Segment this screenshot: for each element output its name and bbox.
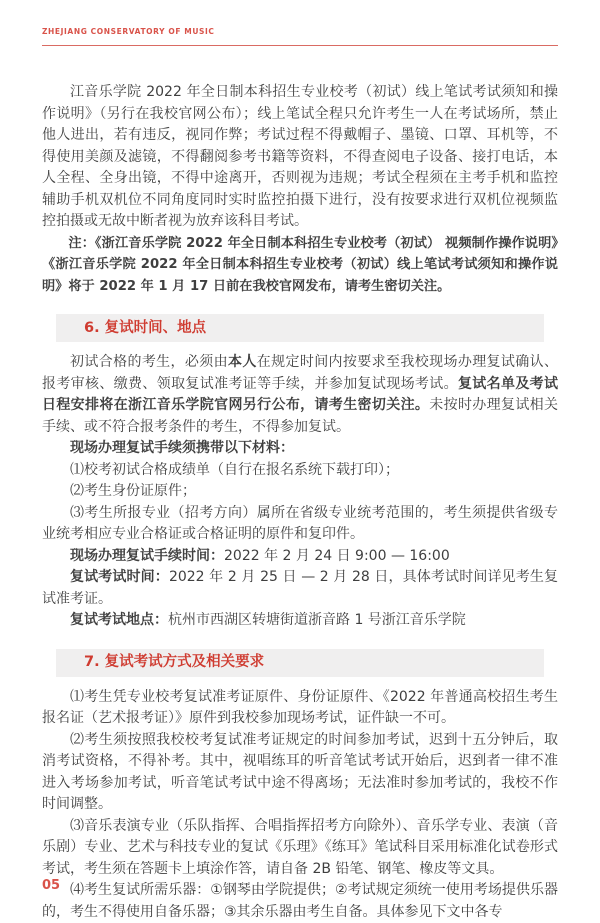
intro-continuation-paragraph: 江音乐学院 2022 年全日制本科招生专业校考（初试）线上笔试考试须知和操作说明》（另行在我校官网公布）；线上笔试全程只允许考生一人在考试场所，禁止他人进出，若有违反，视同作弊；考试过程不得戴帽子、墨镜、口罩、耳机等，不得使用美颜及滤镜，不得翻阅参考书籍等资料，不得查阅电子设备、接打电话，本人全程、全身出镜，不得中途离开，否则视为违规；考试全程须在主考手机和监控辅助手机双机位不同角度同时实时监控拍摄下进行，没有按要求进行双机位视频监控拍摄或无故中断者视为放弃该科目考试。 [42, 84, 558, 229]
schedule-value: 杭州市西湖区转塘街道浙音路 1 号浙江音乐学院 [168, 612, 466, 628]
section7-item-4: ⑷考生复试所需乐器：①钢琴由学院提供；②考试规定须统一使用考场提供乐器的，考生不得使用自备乐器；③其余乐器由考生自备。具体参见下文中各专 [42, 882, 558, 920]
section-6-title: 6. 复试时间、地点 [84, 319, 207, 336]
school-name-english: ZHEJIANG CONSERVATORY OF MUSIC [42, 27, 215, 36]
document-body [42, 46, 558, 923]
section6-text-segment: 初试合格的考生，必须由 [70, 354, 228, 370]
schedule-value: 2022 年 2 月 24 日 9:00 — 16:00 [224, 547, 450, 564]
section6-text-segment: 未按时办理复试相关手续、或不符合报考条件的考生，不得参加复试。 [42, 397, 559, 435]
schedule-label: 现场办理复试手续时间： [70, 547, 224, 564]
page-header [42, 0, 558, 46]
section7-item-2: ⑵考生须按照我校校考复试准考证规定的时间参加考试，迟到十五分钟后，取消考试资格，不得补考。其中，视唱练耳的听音笔试考试开始后，迟到者一律不准进入考场参加考试，听音笔试考试中途不得离场；无法准时参加考试的，我校不作时间调整。 [42, 731, 558, 812]
schedule-label: 复试考试时间： [70, 569, 169, 585]
section-7-title: 7. 复试考试方式及相关要求 [84, 654, 265, 671]
schedule-value: 2022 年 2 月 25 日 — 2 月 28 日，具体考试时间详见考生复试准考证。 [42, 569, 558, 607]
schedule-label: 复试考试地点： [70, 612, 168, 628]
section7-item-3: ⑶音乐表演专业（乐队指挥、合唱指挥招考方向除外）、音乐学专业、表演（音乐剧）专业、艺术与科技专业的复试《乐理》《练耳》笔试科目采用标准化试卷形式考试，考生须在答题卡上填涂作答，请自备 2B 铅笔、钢笔、橡皮等文具。 [42, 817, 558, 877]
schedule-line-confirmation-time [42, 546, 558, 568]
section-6-header-bar [56, 314, 544, 342]
page-number: 05 [42, 878, 61, 893]
schedule-line-exam-time [42, 567, 558, 610]
materials-heading: 现场办理复试手续须携带以下材料： [70, 440, 294, 456]
section6-bold-segment: 本人 [228, 354, 257, 370]
section6-bold-segment: 复试名单及考试日程安排将在浙江音乐学院官网另行公布，请考生密切关注。 [42, 375, 559, 413]
note-paragraph: 注：《浙江音乐学院 2022 年全日制本科招生专业校考（初试） 视频制作操作说明》《浙江音乐学院 2022 年全日制本科招生专业校考（初试）线上笔试考试须知和操作说明》将于 2022 年 1 月 17 日前在我校官网发布，请考生密切关注。 [42, 235, 558, 294]
material-item-1: ⑴校考初试合格成绩单（自行在报名系统下载打印）； [70, 461, 399, 478]
material-item-3: ⑶考生所报专业（招考方向）属所在省级专业统考范围的，考生须提供省级专业统考相应专业合格证或合格证明的原件和复印件。 [42, 504, 558, 542]
section-7-header-bar [56, 649, 544, 677]
material-item-2: ⑵考生身份证原件； [70, 483, 196, 499]
schedule-line-exam-location [42, 610, 558, 632]
section7-item-1: ⑴考生凭专业校考复试准考证原件、身份证原件、《2022 年普通高校招生考生报名证（艺术报考证）》原件到我校参加现场考试，证件缺一不可。 [42, 688, 558, 726]
section6-intro-paragraph [42, 352, 558, 438]
section6-text-segment: 在规定时间内按要求至我校现场办理复试确认、报考审核、缴费、领取复试准考证等手续，并参加复试现场考试。 [42, 354, 559, 392]
